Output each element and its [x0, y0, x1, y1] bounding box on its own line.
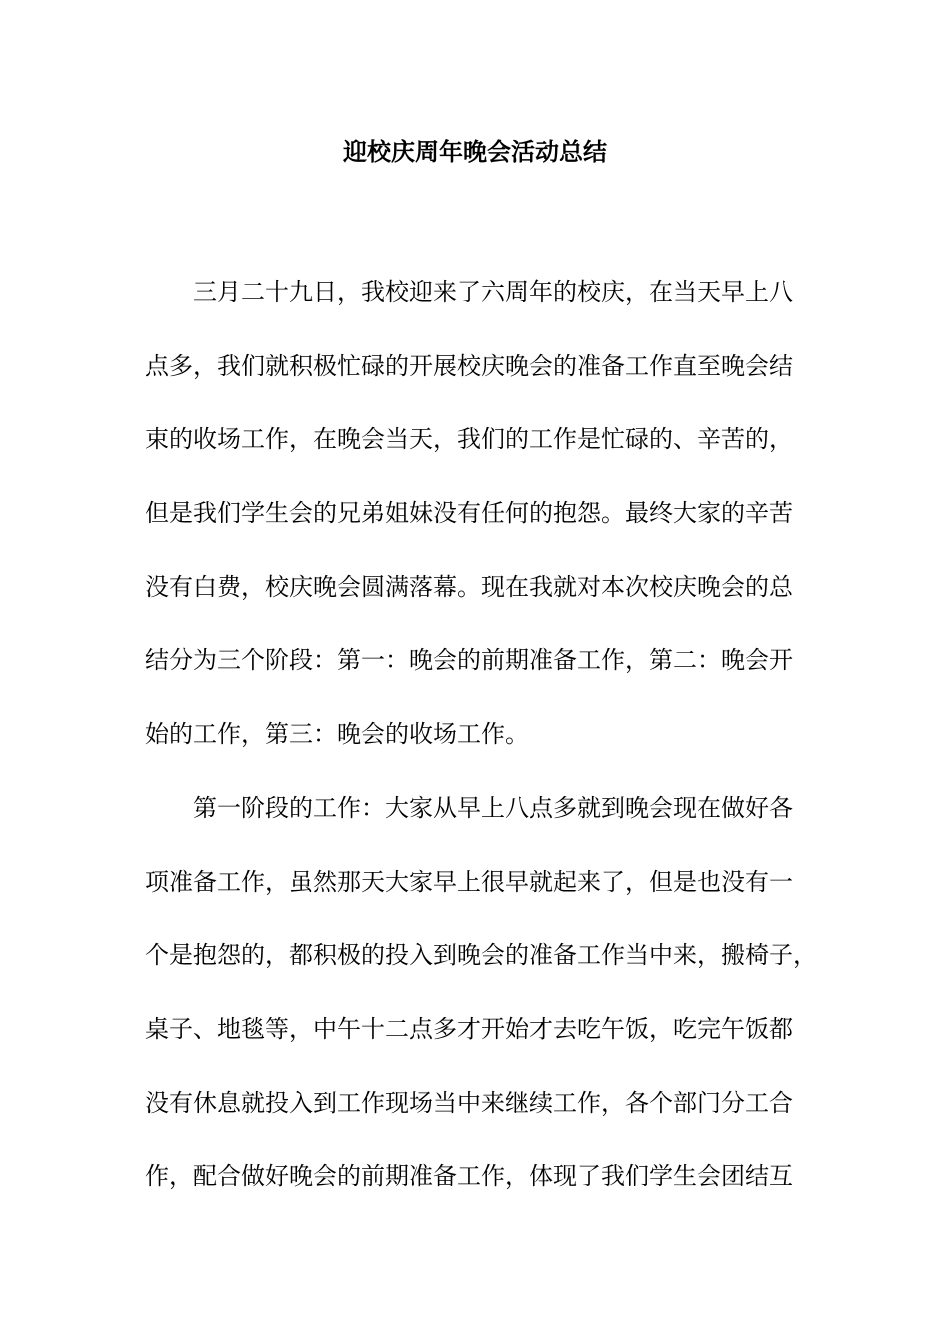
paragraph-line: 三月二十九日，我校迎来了六周年的校庆，在当天早上八 [193, 278, 793, 306]
paragraph-line: 桌子、地毯等，中午十二点多才开始才去吃午饭，吃完午饭都 [145, 1014, 793, 1043]
document-body [145, 256, 817, 1214]
paragraph-line: 项准备工作，虽然那天大家早上很早就起来了，但是也没有一 [145, 867, 793, 896]
paragraph-line: 个是抱怨的，都积极的投入到晚会的准备工作当中来，搬椅子， [145, 941, 817, 970]
paragraph-line: 没有白费，校庆晚会圆满落幕。现在我就对本次校庆晚会的总 [145, 572, 793, 601]
paragraph-line: 第一阶段的工作：大家从早上八点多就到晚会现在做好各 [193, 793, 793, 822]
paragraph-line: 束的收场工作，在晚会当天，我们的工作是忙碌的、辛苦的， [145, 425, 793, 454]
paragraph-line: 点多，我们就积极忙碌的开展校庆晚会的准备工作直至晚会结 [145, 351, 793, 380]
paragraph-line: 但是我们学生会的兄弟姐妹没有任何的抱怨。最终大家的辛苦 [145, 499, 793, 528]
paragraph-line: 结分为三个阶段：第一：晚会的前期准备工作，第二：晚会开 [145, 646, 793, 675]
paragraph-line: 作，配合做好晚会的前期准备工作，体现了我们学生会团结互 [145, 1162, 793, 1191]
document-title: 迎校庆周年晚会活动总结 [343, 137, 607, 166]
paragraph-line: 没有休息就投入到工作现场当中来继续工作，各个部门分工合 [145, 1088, 793, 1117]
paragraph-line: 始的工作，第三：晚会的收场工作。 [145, 720, 529, 749]
